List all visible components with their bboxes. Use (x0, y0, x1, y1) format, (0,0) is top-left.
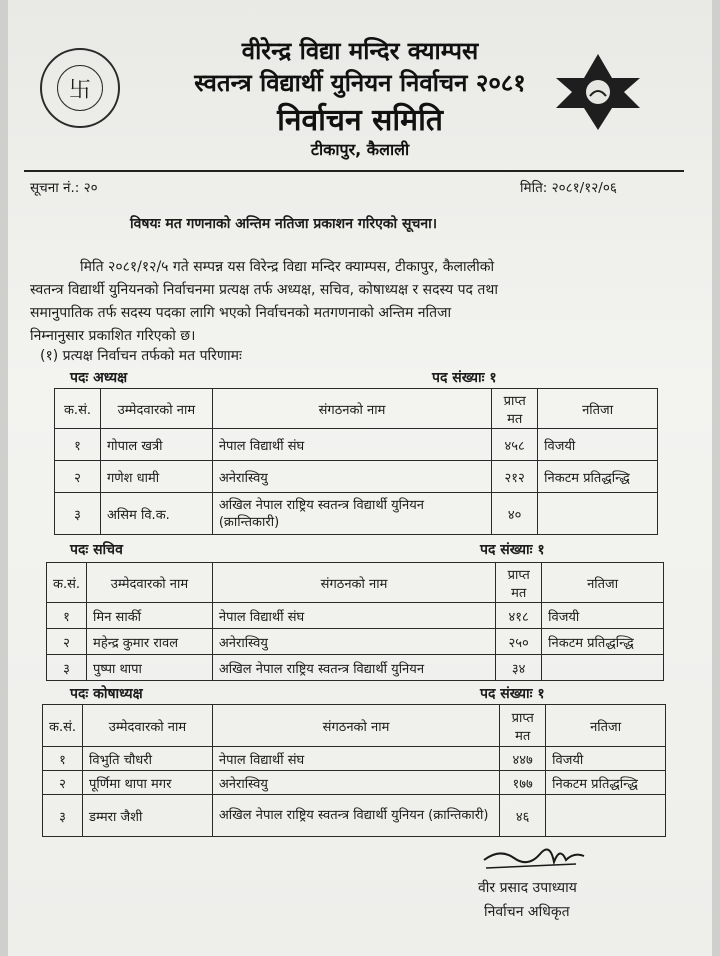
cell-name: पुष्पा थापा (87, 655, 213, 681)
col-votes: प्राप्त मत (500, 705, 546, 747)
table-header-row (55, 389, 658, 429)
cell-sn: १ (55, 429, 101, 461)
cell-org: नेपाल विद्यार्थी संघ (212, 747, 499, 771)
body-line: निम्नानुसार प्रकाशित गरिएको छ। (30, 328, 196, 344)
cell-sn: २ (43, 771, 83, 795)
table-row (47, 655, 664, 681)
body-line: स्वतन्त्र विद्यार्थी युनियनको निर्वाचनमा प्रत्यक्ष तर्फ अध्यक्ष, सचिव, कोषाध्यक्ष र सदस्य पद तथा (30, 282, 498, 298)
post-count: पद संख्याः १ (480, 542, 545, 558)
cell-votes: ४० (492, 493, 538, 535)
election-title: स्वतन्त्र विद्यार्थी युनियन निर्वाचन २०८१ (194, 69, 526, 97)
cell-org: अखिल नेपाल राष्ट्रिय स्वतन्त्र विद्यार्थी युनियन (212, 655, 495, 681)
post-label: पदः कोषाध्यक्ष (70, 686, 143, 702)
cell-votes: ४१८ (496, 603, 542, 629)
campus-name: वीरेन्द्र विद्या मन्दिर क्याम्पस (241, 37, 479, 65)
table-row (55, 493, 658, 535)
cell-result: निकटम प्रतिद्धन्द्धि (546, 771, 666, 795)
col-candidate: उम्मेदवारको नाम (83, 705, 213, 747)
results-table-treasurer (42, 704, 666, 837)
col-organization: संगठनको नाम (212, 705, 499, 747)
cell-result: निकटम प्रतिद्धन्द्धि (542, 629, 664, 655)
cell-votes: २१२ (492, 461, 538, 493)
cell-result: विजयी (546, 747, 666, 771)
table-row (55, 429, 658, 461)
header-divider (24, 170, 684, 172)
cell-sn: १ (47, 603, 87, 629)
cell-org: अखिल नेपाल राष्ट्रिय स्वतन्त्र विद्यार्थी युनियन (क्रान्तिकारी) (212, 493, 491, 535)
cell-org: अनेरास्वियु (212, 771, 499, 795)
cell-name: असिम वि.क. (100, 493, 212, 535)
cell-name: गोपाल खत्री (100, 429, 212, 461)
cell-name: पूर्णिमा थापा मगर (83, 771, 213, 795)
col-votes: प्राप्त मत (492, 389, 538, 429)
signatory-name: वीर प्रसाद उपाध्याय (478, 880, 577, 896)
col-result: नतिजा (546, 705, 666, 747)
swastika-icon: 卐 (57, 65, 103, 111)
location: टीकापुर, कैलाली (310, 140, 410, 159)
cell-sn: ३ (55, 493, 101, 535)
cell-org: नेपाल विद्यार्थी संघ (212, 603, 495, 629)
cell-result (542, 655, 664, 681)
cell-result: निकटम प्रतिद्धन्द्धि (538, 461, 658, 493)
table-header-row (43, 705, 666, 747)
notice-date: मिति: २०८१/१२/०६ (520, 180, 617, 196)
cell-votes: ३४ (496, 655, 542, 681)
notice-number: सूचना नं.: २० (30, 180, 98, 196)
table-row (43, 747, 666, 771)
table-header-row (47, 563, 664, 603)
cell-result: विजयी (542, 603, 664, 629)
cell-org: नेपाल विद्यार्थी संघ (212, 429, 491, 461)
cell-name: मिन सार्की (87, 603, 213, 629)
cell-result (546, 795, 666, 837)
cell-org: अखिल नेपाल राष्ट्रिय स्वतन्त्र विद्यार्थी युनियन (क्रान्तिकारी) (212, 795, 499, 837)
table-row (43, 795, 666, 837)
cell-name: गणेश धामी (100, 461, 212, 493)
col-result: नतिजा (542, 563, 664, 603)
cell-sn: २ (47, 629, 87, 655)
cell-sn: १ (43, 747, 83, 771)
col-sn: क.सं. (47, 563, 87, 603)
cell-sn: २ (55, 461, 101, 493)
cell-votes: ४६ (500, 795, 546, 837)
body-line: समानुपातिक तर्फ सदस्य पदका लागि भएको निर्वाचनको मतगणनाको अन्तिम नतिजा (30, 305, 452, 321)
notice-subject: विषयः मत गणनाको अन्तिम नतिजा प्रकाशन गरिएको सूचना। (130, 216, 438, 232)
post-label: पदः अध्यक्ष (70, 370, 128, 386)
section-heading: (१) प्रत्यक्ष निर्वाचन तर्फको मत परिणामः (40, 348, 242, 364)
col-sn: क.सं. (55, 389, 101, 429)
cell-result: विजयी (538, 429, 658, 461)
cell-votes: ४४७ (500, 747, 546, 771)
cell-votes: १७७ (500, 771, 546, 795)
signature (480, 838, 590, 878)
table-row (43, 771, 666, 795)
cell-sn: ३ (47, 655, 87, 681)
cell-org: अनेरास्वियु (212, 629, 495, 655)
post-count: पद संख्याः १ (432, 370, 497, 386)
cell-name: डम्मरा जैशी (83, 795, 213, 837)
col-candidate: उम्मेदवारको नाम (87, 563, 213, 603)
table-row (55, 461, 658, 493)
notice-body (30, 256, 650, 348)
signatory-title: निर्वाचन अधिकृत (484, 904, 570, 920)
body-line: मिति २०८१/१२/५ गते सम्पन्न यस विरेन्द्र विद्या मन्दिर क्याम्पस, टीकापुर, कैलालीको (80, 259, 495, 275)
cell-name: महेन्द्र कुमार रावल (87, 629, 213, 655)
col-candidate: उम्मेदवारको नाम (100, 389, 212, 429)
post-label: पदः सचिव (70, 542, 123, 558)
cell-org: अनेरास्वियु (212, 461, 491, 493)
col-sn: क.सं. (43, 705, 83, 747)
col-result: नतिजा (538, 389, 658, 429)
col-organization: संगठनको नाम (212, 389, 491, 429)
cell-votes: ४५८ (492, 429, 538, 461)
cell-votes: २५० (496, 629, 542, 655)
results-table-secretary (46, 562, 664, 681)
cell-name: विभुति चौधरी (83, 747, 213, 771)
col-votes: प्राप्त मत (496, 563, 542, 603)
cell-sn: ३ (43, 795, 83, 837)
results-table-president (54, 388, 658, 535)
committee-name: निर्वाचन समिति (277, 103, 443, 138)
table-row (47, 629, 664, 655)
table-row (47, 603, 664, 629)
col-organization: संगठनको नाम (212, 563, 495, 603)
post-count: पद संख्याः १ (480, 686, 545, 702)
cell-result (538, 493, 658, 535)
